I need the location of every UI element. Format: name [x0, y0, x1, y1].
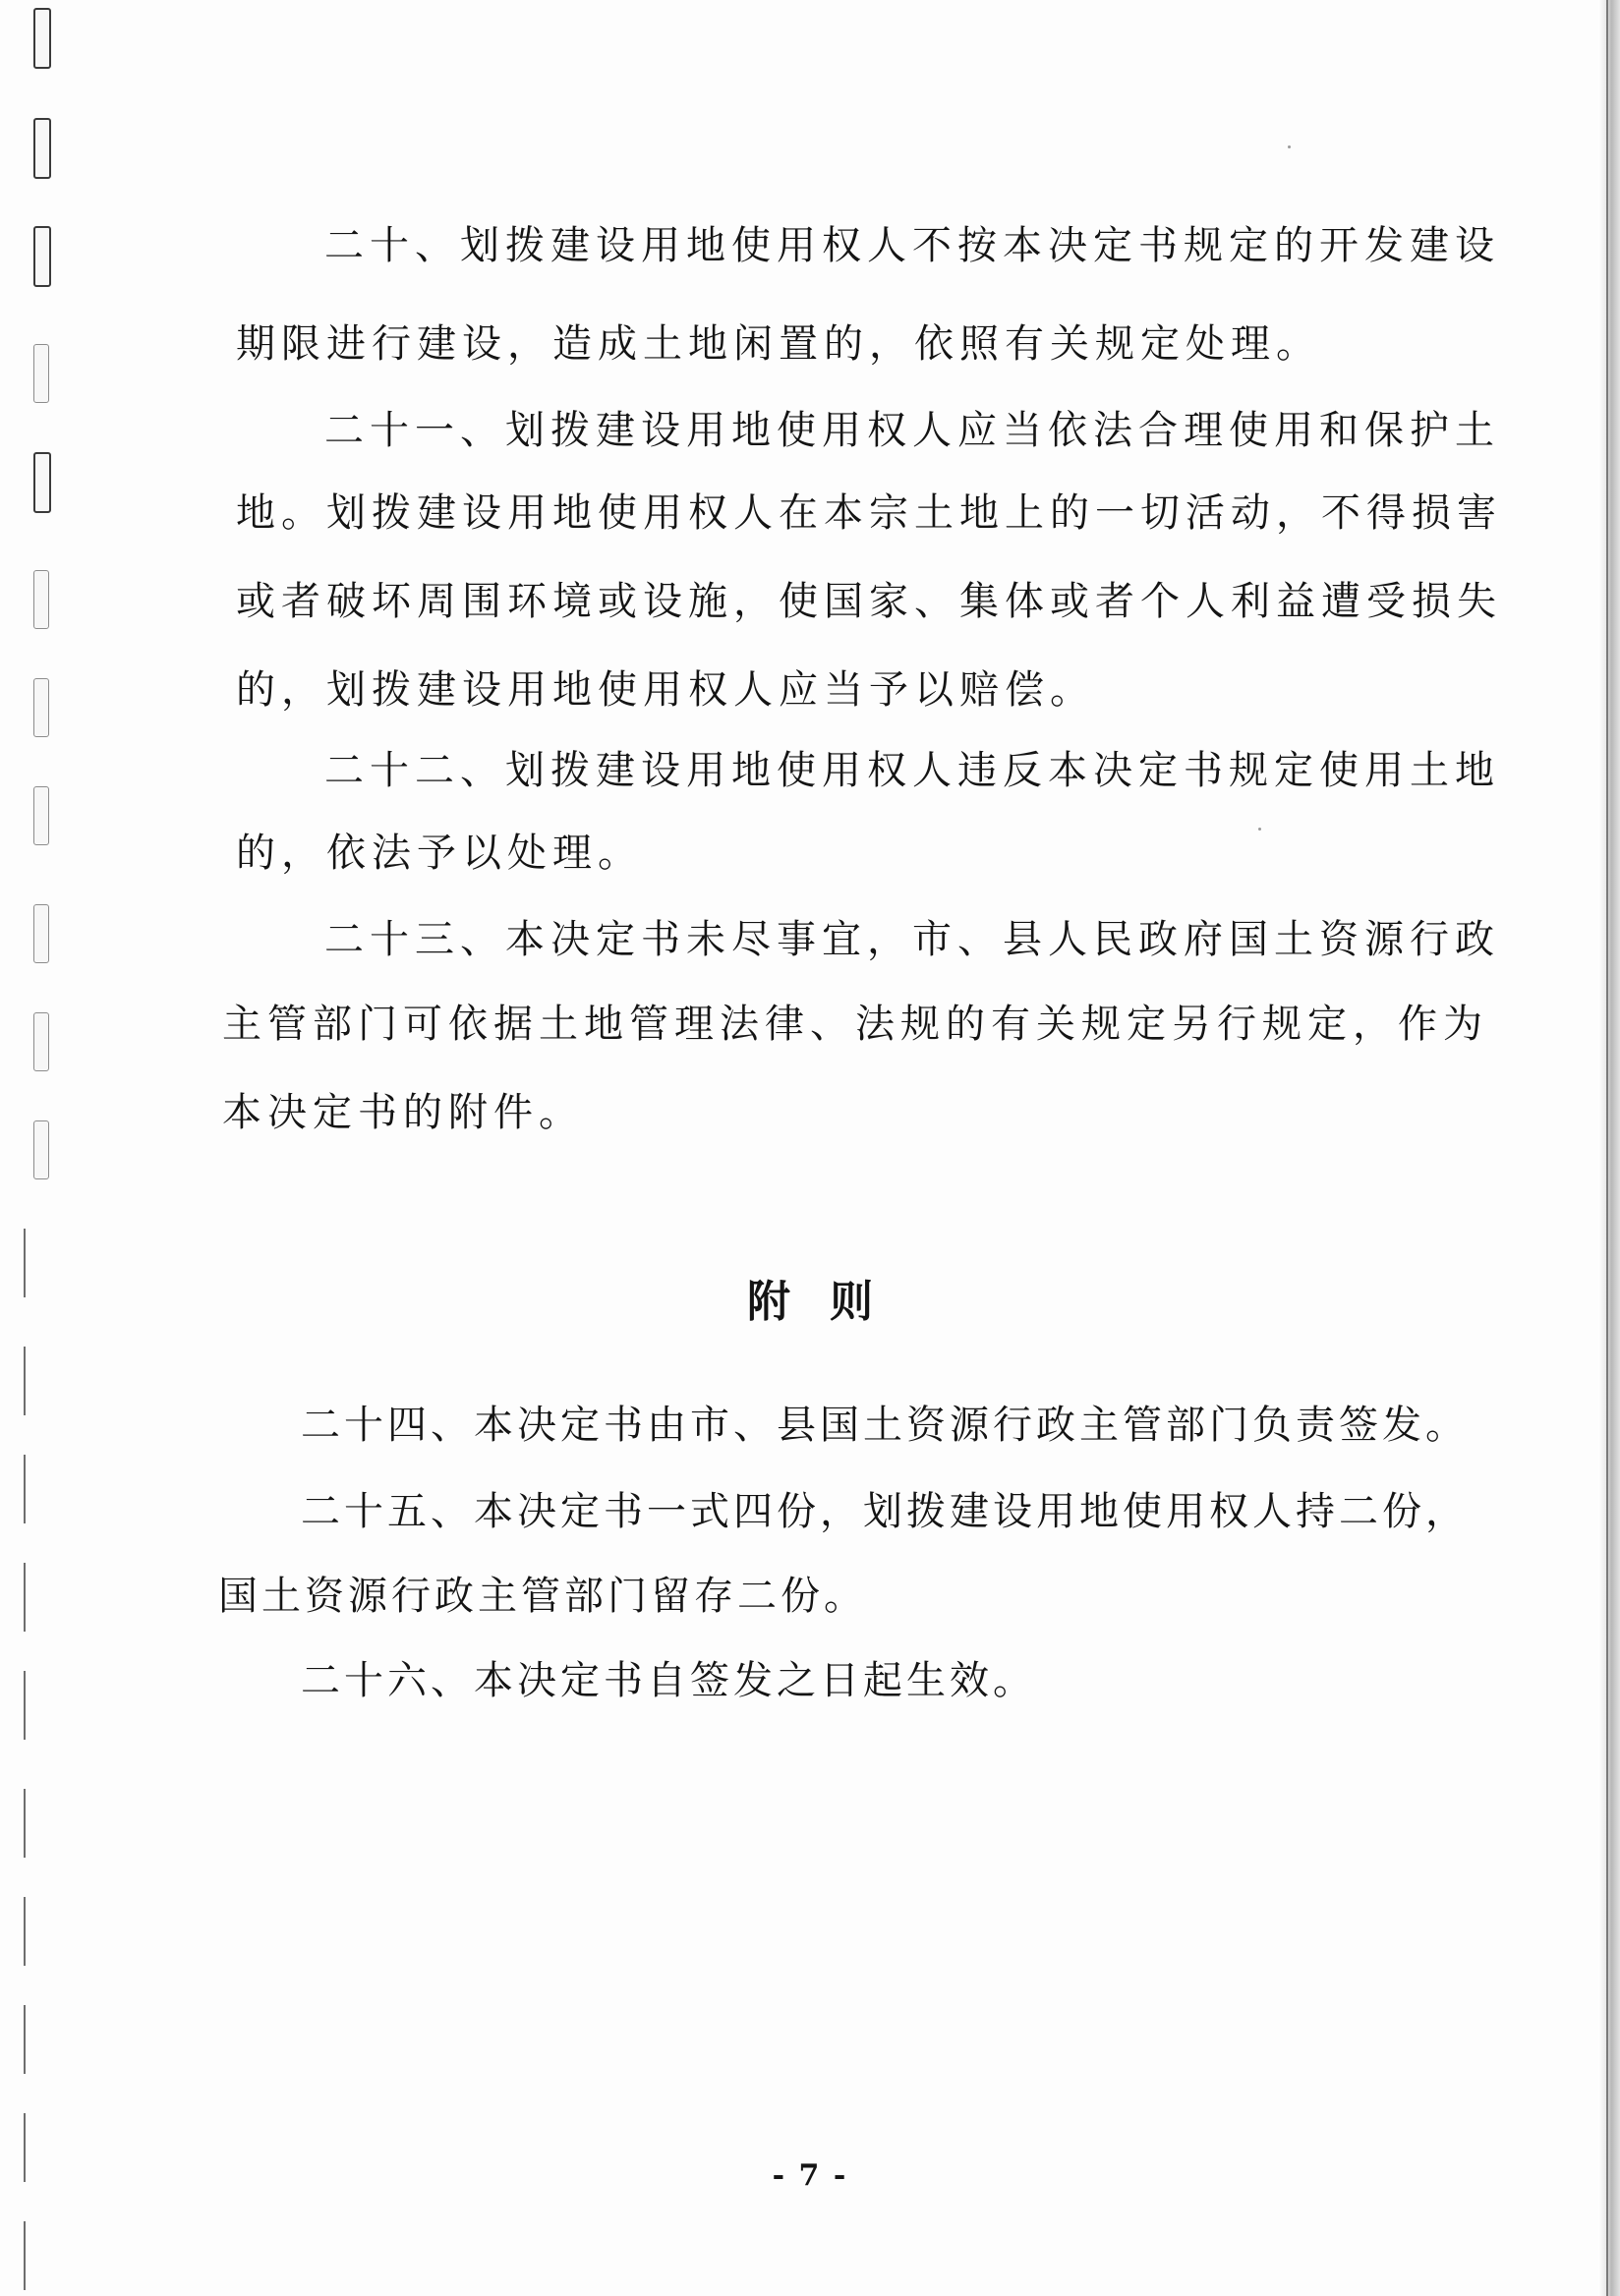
article-line: 或者破坏周围环境或设施，使国家、集体或者个人利益遭受损失	[236, 579, 1502, 624]
binding-hole	[33, 1120, 49, 1179]
binding-hole	[33, 226, 51, 287]
article-line: 二十三、本决定书未尽事宜，市、县人民政府国土资源行政	[324, 917, 1500, 962]
article-line: 地。划拨建设用地使用权人在本宗土地上的一切活动，不得损害	[236, 490, 1502, 536]
binding-mark	[24, 1563, 26, 1632]
binding-hole	[33, 1012, 49, 1071]
article-line: 二十、划拨建设用地使用权人不按本决定书规定的开发建设	[324, 223, 1500, 268]
article-line: 二十一、划拨建设用地使用权人应当依法合理使用和保护土	[324, 408, 1500, 453]
binding-mark	[24, 2005, 26, 2074]
binding-mark	[24, 1671, 26, 1740]
binding-hole	[33, 904, 49, 963]
article-line: 主管部门可依据土地管理法律、法规的有关规定另行规定，作为	[222, 1002, 1488, 1047]
article-21-cont	[236, 490, 1502, 769]
scan-speck	[1288, 145, 1291, 148]
binding-hole	[33, 118, 51, 179]
binding-hole	[33, 786, 49, 845]
article-26	[301, 1658, 1441, 1759]
binding-mark	[24, 1455, 26, 1523]
scan-edge-shadow	[1598, 0, 1620, 2296]
binding-mark	[24, 2221, 26, 2290]
article-line: 二十五、本决定书一式四份，划拨建设用地使用权人持二份，	[301, 1489, 1469, 1534]
article-line: 二十四、本决定书由市、县国土资源行政主管部门负责签发。	[301, 1403, 1469, 1448]
binding-mark	[24, 1789, 26, 1858]
article-line: 的，依法予以处理。	[236, 831, 643, 876]
scan-edge-line	[1606, 0, 1608, 2296]
article-line: 国土资源行政主管部门留存二份。	[218, 1574, 867, 1619]
article-line: 二十六、本决定书自签发之日起生效。	[301, 1658, 1036, 1703]
binding-hole	[33, 570, 49, 629]
article-line: 二十二、划拨建设用地使用权人违反本决定书规定使用土地	[324, 748, 1500, 793]
binding-hole	[33, 344, 49, 403]
binding-strip	[22, 0, 61, 2296]
binding-hole	[33, 678, 49, 737]
article-20	[324, 223, 1500, 324]
article-23-cont	[222, 1002, 1488, 1191]
section-heading: 附则	[747, 1277, 912, 1327]
article-line: 本决定书的附件。	[222, 1090, 584, 1135]
article-line: 的，划拨建设用地使用权人应当予以赔偿。	[236, 667, 1095, 713]
page-number: - 7 -	[772, 2158, 848, 2193]
binding-hole	[33, 8, 51, 69]
article-line: 期限进行建设，造成土地闲置的，依照有关规定处理。	[236, 321, 1321, 367]
binding-mark	[24, 1897, 26, 1966]
binding-hole	[33, 452, 51, 513]
binding-mark	[24, 1347, 26, 1415]
